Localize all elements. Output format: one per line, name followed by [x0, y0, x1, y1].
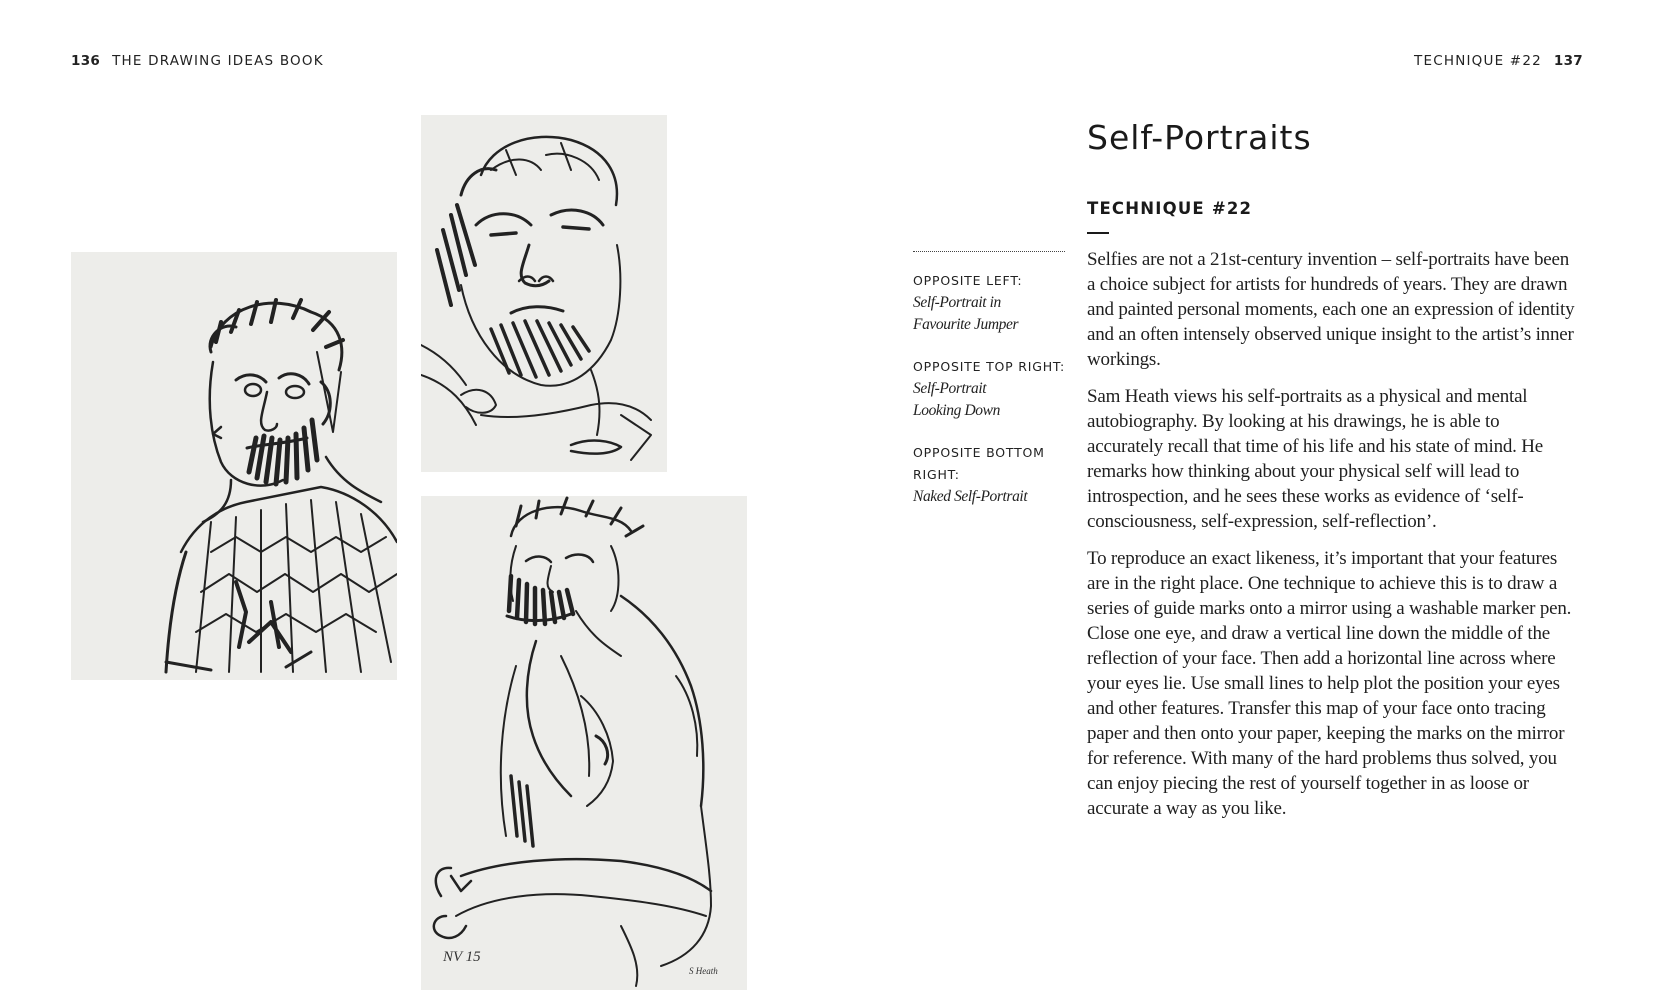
- left-page-number: 136: [71, 53, 101, 69]
- body-paragraph: Sam Heath views his self-portraits as a physical and mental autobiography. By looking at his drawings, he is able to accurately recall that time of his life and his state of mind. He remarks how thinking about your physical self will lead to introspection, and he sees these works as evidence of ‘self-consciousness, self-expression, self-reflection’.: [1087, 386, 1544, 532]
- caption-title-line: Self-Portrait in: [913, 294, 1001, 311]
- caption-title-line: Favourite Jumper: [913, 316, 1019, 333]
- article-body: [1087, 247, 1577, 833]
- sketch-inscription: NV 15: [443, 949, 481, 965]
- sketch-signature: S Heath: [689, 966, 718, 976]
- sketch-naked-self-portrait: [421, 496, 747, 990]
- caption-label: OPPOSITE LEFT:: [913, 273, 1023, 288]
- caption-title-line: Self-Portrait: [913, 380, 987, 397]
- body-paragraph: To reproduce an exact likeness, it’s important that your features are in the right place. One technique to achieve this is to draw a series of guide marks onto a mirror using a washable marker pen. Close one eye, and draw a vertical line down the middle of the reflection of your face. Then add a horizontal line across where your eyes lie. Use small lines to help plot the position your eyes and other features. Transfer this map of your face onto tracing paper and then onto your paper, keeping the marks on the mirror for reference. With many of the hard problems thus solved, you can enjoy piecing the rest of yourself together in as loose or accurate a way as you like.: [1087, 548, 1572, 819]
- body-paragraph: Selfies are not a 21st-century invention – self-portraits have been a choice subject for artists for hundreds of years. They are drawn and painted personal moments, each one an expression of identity and an often intensely observed unique insight to the artist’s inner workings.: [1087, 249, 1575, 370]
- caption-label: OPPOSITE TOP RIGHT:: [913, 359, 1065, 374]
- section-label: TECHNIQUE #22: [1414, 53, 1542, 69]
- book-title: THE DRAWING IDEAS BOOK: [112, 53, 324, 69]
- caption-title-line: Looking Down: [913, 402, 1000, 419]
- technique-label: TECHNIQUE #22: [1087, 199, 1253, 218]
- caption-opposite-bottom-right: [913, 442, 1065, 508]
- running-head-right: [1414, 53, 1583, 69]
- caption-title-line: Naked Self-Portrait: [913, 488, 1028, 505]
- sketch-self-portrait-looking-down: [421, 115, 667, 472]
- captions-sidebar: [913, 251, 1065, 528]
- running-head-left: [71, 53, 324, 69]
- page-title: Self-Portraits: [1087, 118, 1312, 157]
- caption-label: RIGHT:: [913, 467, 960, 482]
- sketch-self-portrait-in-favourite-jumper: [71, 252, 397, 680]
- technique-divider: [1087, 232, 1109, 234]
- right-page-number: 137: [1553, 53, 1583, 69]
- caption-opposite-top-right: [913, 356, 1065, 422]
- caption-opposite-left: [913, 270, 1065, 336]
- caption-label: OPPOSITE BOTTOM: [913, 445, 1045, 460]
